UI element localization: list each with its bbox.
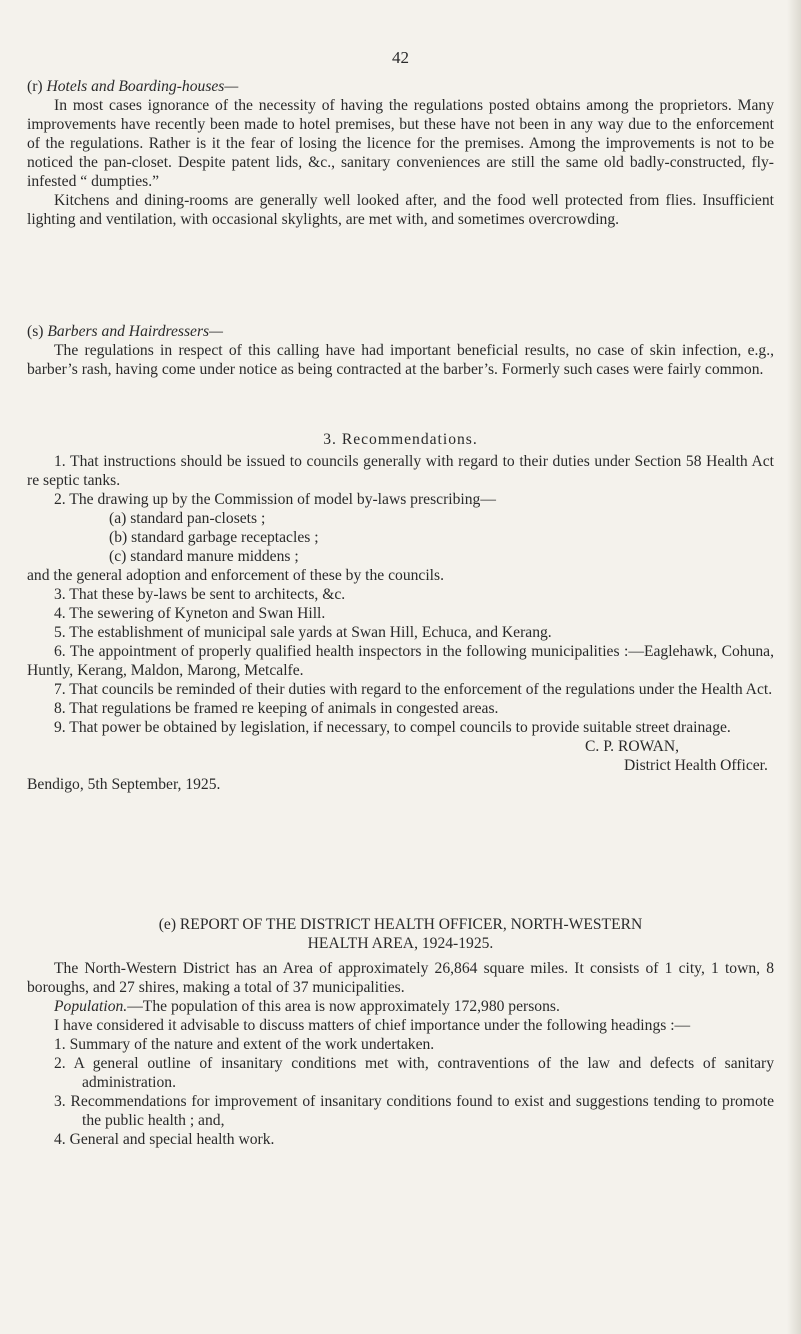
section-heading xyxy=(27,322,774,341)
section-barbers xyxy=(0,322,801,379)
signature-name: C. P. ROWAN, xyxy=(585,738,680,755)
paragraph: The North-Western District has an Area of approximately 26,864 square miles. It consists of 1 city, 1 town, 8 boroughs, and 27 shires, making a total of 37 municipalities. xyxy=(27,960,774,996)
recommendations-heading: 3. Recommendations. xyxy=(323,431,478,448)
population-text: —The population of this area is now approximately 172,980 persons. xyxy=(127,998,560,1015)
heading-item: 1. Summary of the nature and extent of the work undertaken. xyxy=(54,1036,435,1053)
heading-title: Barbers and Hairdressers— xyxy=(47,323,223,340)
signature-title: District Health Officer. xyxy=(624,757,768,774)
recommendation-item: 8. That regulations be framed re keeping of animals in congested areas. xyxy=(54,700,499,717)
heading-item: 2. A general outline of insanitary conditions met with, contraventions of the law and defects of sanitary administration. xyxy=(54,1055,774,1091)
recommendation-subitem: (c) standard manure middens ; xyxy=(109,548,299,565)
page-edge-shadow xyxy=(787,0,801,1334)
recommendation-subitem: (b) standard garbage receptacles ; xyxy=(109,529,319,546)
heading-item: 3. Recommendations for improvement of insanitary conditions found to exist and suggestions tending to promote the public health ; and, xyxy=(54,1093,774,1129)
report-title-line2: HEALTH AREA, 1924-1925. xyxy=(307,935,494,952)
recommendation-item: 6. The appointment of properly qualified health inspectors in the following municipalities :—Eaglehawk, Cohuna, Huntly, Kerang, Maldon, Marong, Metcalfe. xyxy=(27,643,774,679)
recommendation-item: 3. That these by-laws be sent to architects, &c. xyxy=(54,586,346,603)
page-number: 42 xyxy=(392,48,409,67)
heading-item: 4. General and special health work. xyxy=(54,1131,275,1148)
recommendation-item: 1. That instructions should be issued to councils generally with regard to their duties under Section 58 Health Act re septic tanks. xyxy=(27,453,774,489)
recommendation-item: 4. The sewering of Kyneton and Swan Hill. xyxy=(54,605,326,622)
paragraph: Kitchens and dining-rooms are generally well looked after, and the food well protected from flies. Insufficient lighting and ventilation, with occasional skylights, are met with, and sometimes overcrowding. xyxy=(27,192,774,228)
recommendation-item: 7. That councils be reminded of their duties with regard to the enforcement of the regulations under the Health Act. xyxy=(54,681,773,698)
paragraph: I have considered it advisable to discuss matters of chief importance under the following headings :— xyxy=(54,1017,691,1034)
report-title-line1: (e) REPORT OF THE DISTRICT HEALTH OFFICER, NORTH-WESTERN xyxy=(158,916,643,933)
paragraph: The regulations in respect of this calling have had important beneficial results, no case of skin infection, e.g., barber’s rash, having come under notice as being contracted at the barber’s. Formerly such cases were fairly common. xyxy=(27,342,774,378)
population-paragraph xyxy=(27,997,774,1016)
place-date: Bendigo, 5th September, 1925. xyxy=(27,776,221,793)
heading-title: Hotels and Boarding-houses— xyxy=(46,78,239,95)
heading-label: (s) xyxy=(27,323,44,340)
paragraph: In most cases ignorance of the necessity of having the regulations posted obtains among the proprietors. Many improvements have recently been made to hotel premises, but these have not been in any way due to the enforcement of the regulations. Rather is it the fear of losing the licence for the premises. Among the improvements is not to be noticed the pan-closet. Despite patent lids, &c., sanitary conveniences are still the same old badly-constructed, fly-infested “ dumpties.” xyxy=(27,97,774,190)
recommendation-continuation: and the general adoption and enforcement of these by the councils. xyxy=(27,567,444,584)
section-hotels xyxy=(0,77,801,229)
recommendation-subitem: (a) standard pan-closets ; xyxy=(109,510,266,527)
recommendation-item: 5. The establishment of municipal sale yards at Swan Hill, Echuca, and Kerang. xyxy=(54,624,552,641)
report-section xyxy=(0,915,801,1149)
section-heading xyxy=(27,77,774,96)
population-label: Population. xyxy=(54,998,128,1015)
recommendation-item: 9. That power be obtained by legislation, if necessary, to compel councils to provide suitable street drainage. xyxy=(54,719,731,736)
recommendation-item: 2. The drawing up by the Commission of model by-laws prescribing— xyxy=(54,491,496,508)
heading-label: (r) xyxy=(27,78,43,95)
recommendations-section xyxy=(0,430,801,794)
